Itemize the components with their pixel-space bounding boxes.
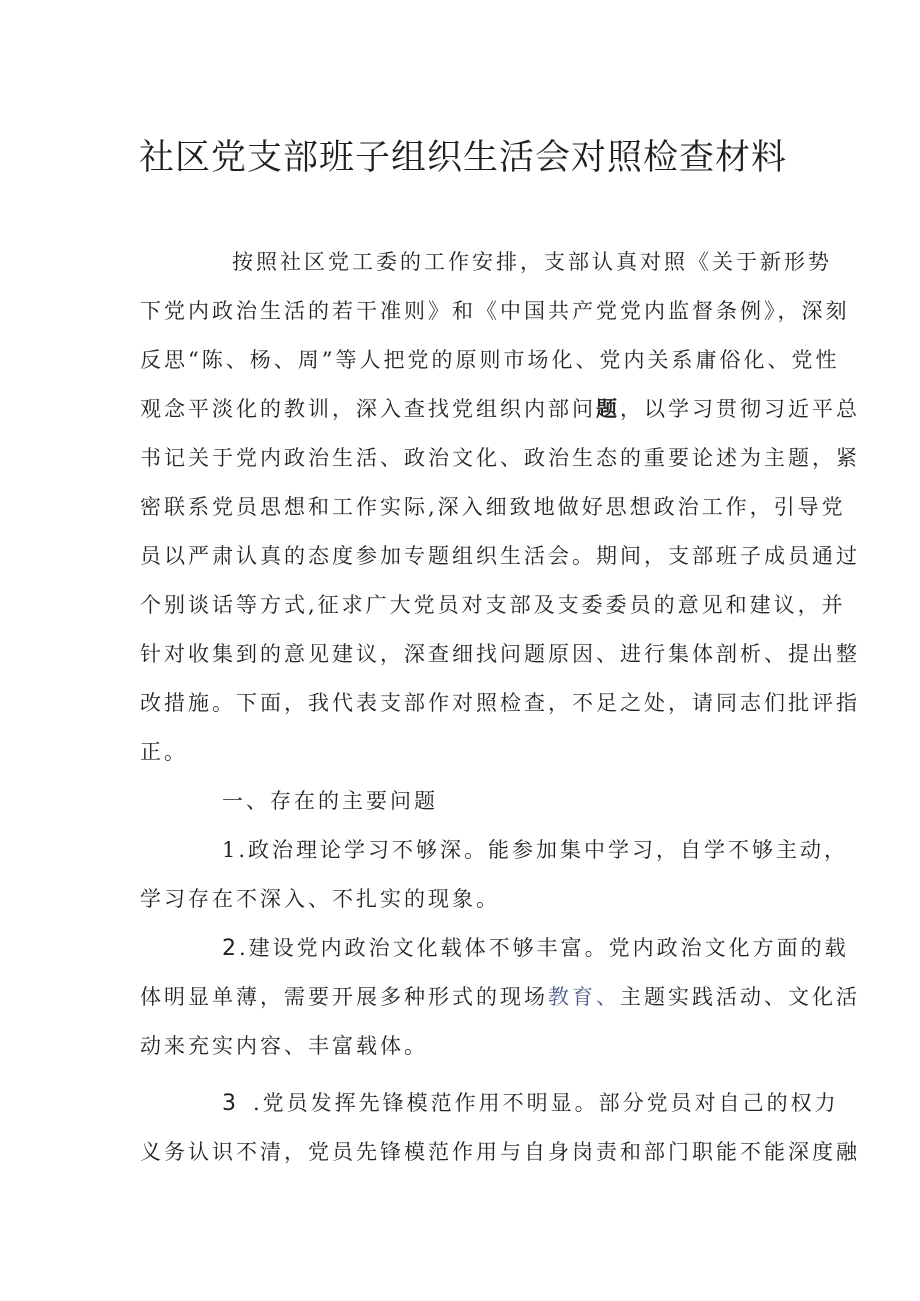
- intro-line-9: 针对收集到的意见建议，深查细找问题原因、进行集体剖析、提出整: [140, 642, 860, 666]
- item-2-line-2: [140, 982, 860, 1012]
- intro-line-2: 下党内政治生活的若干准则》和《中国共产党党内监督条例》，深刻: [140, 299, 850, 323]
- intro-line-6: 密联系党员思想和工作实际,深入细致地做好思想政治工作，引导党: [140, 495, 846, 519]
- item-1-line-2: 学习存在不深入、不扎实的现象。: [140, 887, 500, 911]
- intro-line-4-tail: ，以学习贯彻习近平总: [620, 397, 860, 421]
- intro-line-4-text: 观念平淡化的教训，深入查找党组织内部问: [140, 397, 596, 421]
- item-2-line-2-a: 体明显单薄，需要开展多种形式的现场: [140, 985, 548, 1009]
- intro-line-5: 书记关于党内政治生活、政治文化、政治生态的重要论述为主题，紧: [140, 446, 860, 470]
- item-1-number: 1.: [222, 838, 249, 862]
- item-3-text: .党员发挥先锋模范作用不明显。部分党员对自己的权力: [253, 1091, 839, 1115]
- item-3-line-1: [222, 1088, 839, 1119]
- item-2-number: 2: [222, 936, 239, 961]
- intro-line-10: 改措施。下面，我代表支部作对照检查，不足之处，请同志们批评指: [140, 691, 860, 715]
- document-title: 社区党支部班子组织生活会对照检查材料: [139, 138, 788, 178]
- intro-line-4-bold-char: 题: [596, 396, 620, 421]
- item-2-line-2-c: 主题实践活动、文化活: [620, 985, 860, 1009]
- intro-line-7: 员以严肃认真的态度参加专题组织生活会。期间，支部班子成员通过: [140, 544, 860, 568]
- item-2-text: .建设党内政治文化载体不够丰富。党内政治文化方面的载: [239, 936, 849, 960]
- section-heading-problems: 一、存在的主要问题: [222, 789, 438, 813]
- intro-line-11: 正。: [140, 740, 188, 764]
- intro-line-1: 按照社区党工委的工作安排，支部认真对照《关于新形势: [232, 250, 832, 274]
- intro-line-4: [140, 394, 860, 424]
- item-1-text: 政治理论学习不够深。能参加集中学习，自学不够主动，: [248, 838, 849, 862]
- item-2-line-3: 动来充实内容、丰富载体。: [140, 1034, 428, 1058]
- item-2-line-1: [222, 933, 849, 964]
- item-3-number: 3: [222, 1091, 239, 1116]
- item-3-line-2: 义务认识不清，党员先锋模范作用与自身岗责和部门职能不能深度融: [140, 1140, 860, 1164]
- intro-line-8: 个别谈话等方式,征求广大党员对支部及支委委员的意见和建议，并: [140, 593, 846, 617]
- item-2-line-2-b: 教育、: [548, 985, 620, 1009]
- intro-line-3: 反思“陈、杨、周”等人把党的原则市场化、党内关系庸俗化、党性: [140, 348, 840, 372]
- item-1-line-1: [222, 835, 848, 865]
